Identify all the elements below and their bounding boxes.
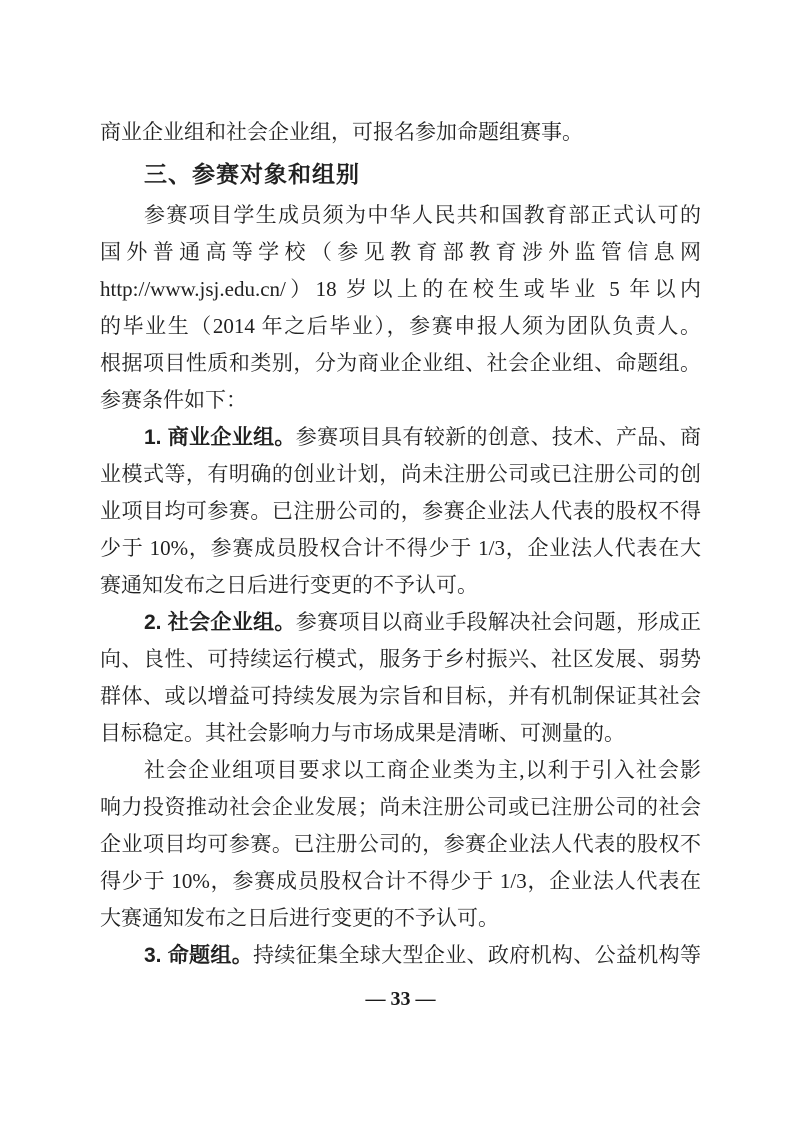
text-run: 根据项目性质和类别，分为商业企业组、社会企业组、命题组。 <box>100 351 701 375</box>
text-line <box>100 382 701 419</box>
text-line <box>100 530 701 567</box>
text-run: 响力投资推动社会企业发展；尚未注册公司或已注册公司的社会 <box>100 795 701 819</box>
text-line <box>100 456 701 493</box>
text-line <box>100 715 701 752</box>
text-run: 商业企业组和社会企业组，可报名参加命题组赛事。 <box>100 120 583 144</box>
bold-text-run: 3. 命题组。 <box>144 944 254 967</box>
text-run: 群体、或以增益可持续发展为宗旨和目标，并有机制保证其社会 <box>100 684 701 708</box>
section-heading <box>100 151 701 197</box>
text-line <box>100 900 701 937</box>
bold-text-run: 三、参赛对象和组别 <box>144 161 360 187</box>
document-lines <box>100 114 701 974</box>
text-line <box>100 937 701 974</box>
text-line <box>100 641 701 678</box>
text-run: 参赛项目学生成员须为中华人民共和国教育部正式认可的 <box>144 203 701 227</box>
bold-text-run: 2. 社会企业组。 <box>144 611 296 634</box>
text-line <box>100 345 701 382</box>
text-run: 企业项目均可参赛。已注册公司的，参赛企业法人代表的股权不 <box>100 832 701 856</box>
text-run: 业模式等，有明确的创业计划，尚未注册公司或已注册公司的创 <box>100 462 701 486</box>
text-run: 赛通知发布之日后进行变更的不予认可。 <box>100 573 478 597</box>
text-run: 国外普通高等学校（参见教育部教育涉外监管信息网 <box>100 240 701 264</box>
text-run: 参赛条件如下： <box>100 388 247 412</box>
bold-text-run: 1. 商业企业组。 <box>144 426 296 449</box>
text-run: 大赛通知发布之日后进行变更的不予认可。 <box>100 906 499 930</box>
text-run: 目标稳定。其社会影响力与市场成果是清晰、可测量的。 <box>100 721 625 745</box>
text-line <box>100 419 701 456</box>
text-run: 持续征集全球大型企业、政府机构、公益机构等 <box>253 943 701 967</box>
text-line <box>100 493 701 530</box>
text-line <box>100 604 701 641</box>
text-line <box>100 678 701 715</box>
text-run: 向、良性、可持续运行模式，服务于乡村振兴、社区发展、弱势 <box>100 647 701 671</box>
text-run: 参赛项目具有较新的创意、技术、产品、商 <box>295 425 702 449</box>
text-line <box>100 567 701 604</box>
text-line <box>100 308 701 345</box>
text-run: 社会企业组项目要求以工商企业类为主,以利于引入社会影 <box>144 758 701 782</box>
text-line <box>100 826 701 863</box>
text-line <box>100 197 701 234</box>
text-line <box>100 789 701 826</box>
text-line <box>100 752 701 789</box>
text-run: 的毕业生（2014 年之后毕业），参赛申报人须为团队负责人。 <box>100 314 701 338</box>
text-line <box>100 863 701 900</box>
text-run: 少于 10%，参赛成员股权合计不得少于 1/3，企业法人代表在大 <box>100 536 701 560</box>
text-run: http://www.jsj.edu.cn/）18 岁以上的在校生或毕业 5 年以内 <box>100 277 701 301</box>
text-run: 业项目均可参赛。已注册公司的，参赛企业法人代表的股权不得 <box>100 499 701 523</box>
page-number: — 33 — <box>365 988 436 1010</box>
text-line <box>100 234 701 271</box>
text-line <box>100 114 701 151</box>
text-line <box>100 271 701 308</box>
text-run: 参赛项目以商业手段解决社会问题，形成正 <box>295 610 702 634</box>
text-run: 得少于 10%，参赛成员股权合计不得少于 1/3，企业法人代表在 <box>100 869 701 893</box>
